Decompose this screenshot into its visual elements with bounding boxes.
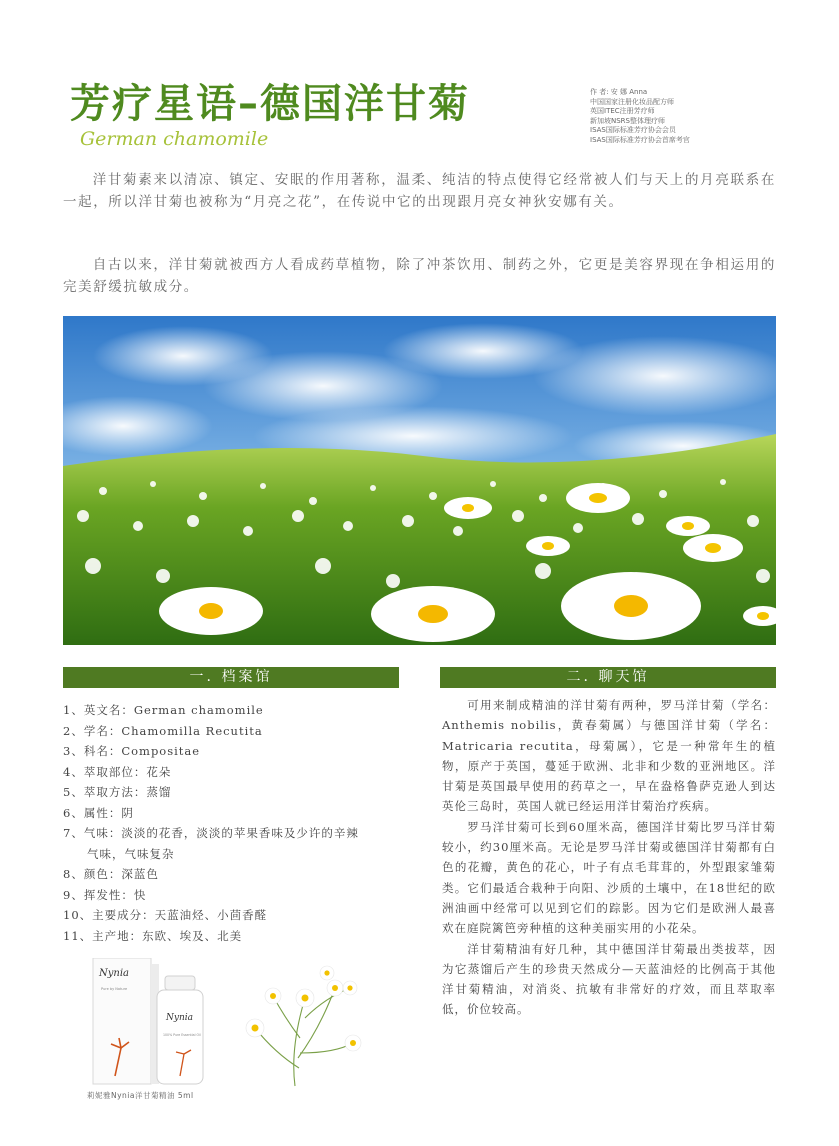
page-subtitle: German chamomile — [80, 128, 269, 150]
list-item: 6、属性：阴 — [63, 805, 134, 820]
author-line: ISAS国际标准芳疗协会首席考官 — [590, 135, 690, 144]
section-heading-archive: 一. 档案馆 — [63, 667, 399, 688]
daisy-field-photo — [63, 316, 776, 645]
box-brand: Nynia — [99, 968, 129, 979]
chat-paragraph: 洋甘菊精油有好几种，其中德国洋甘菊最出类拔萃，因为它蒸馏后产生的珍贵天然成分—天蓝油烃的比例高于其他洋甘菊精油，对消炎、抗敏有非常好的疗效，而且萃取率低，价位较高。 — [442, 941, 776, 1017]
box-text: Pure by Nature — [101, 987, 128, 991]
author-line: ISAS国际标准芳疗协会会员 — [590, 126, 676, 134]
list-item-continuation: 气味，气味复杂 — [87, 846, 175, 861]
bottle-brand: Nynia — [166, 1013, 193, 1023]
author-credentials — [590, 88, 690, 145]
list-item: 4、萃取部位：花朵 — [63, 764, 172, 779]
section-heading-chat: 二. 聊天馆 — [440, 667, 776, 688]
list-item: 3、科名：Compositae — [63, 744, 201, 758]
product-photo — [85, 958, 385, 1088]
page-title: 芳疗星语–德国洋甘菊 — [70, 81, 470, 127]
list-item: 10、主要成分：天蓝油烃、小茴香醛 — [63, 908, 268, 922]
author-line: 新加坡NSRS整体理疗师 — [590, 116, 665, 125]
list-item: 8、颜色：深蓝色 — [63, 867, 159, 881]
author-line: 作 者: 安 娜 Anna — [590, 88, 648, 96]
author-line: 中国国家注册化妆品配方师 — [590, 97, 674, 106]
list-item: 2、学名：Chamomilla Recutita — [63, 723, 263, 738]
intro-paragraph-1: 洋甘菊素来以清凉、镇定、安眠的作用著称，温柔、纯洁的特点使得它经常被人们与天上的月亮联系在一起，所以洋甘菊也被称为“月亮之花”，在传说中它的出现跟月亮女神狄安娜有关。 — [63, 172, 776, 210]
list-item: 11、主产地：东欧、埃及、北美 — [63, 928, 243, 943]
product-caption: 莉妮雅Nynia洋甘菊精油 5ml — [87, 1091, 194, 1100]
chat-paragraph: 罗马洋甘菊可长到60厘米高，德国洋甘菊比罗马洋甘菊较小，约30厘米高。无论是罗马洋甘菊或德国洋甘菊都有白色的花瓣，黄色的花心，叶子有点毛茸茸的，外型跟家雏菊类。它们最适合栽种于向阳、沙质的土壤中，在18世纪的欧洲油画中经常可以见到它们的踪影。因为它们是欧洲人最喜欢在庭院篱笆旁种植的这种美丽实用的小花朵。 — [442, 819, 776, 936]
list-item: 1、英文名：German chamomile — [63, 703, 264, 717]
author-line: 英国ITEC注册芳疗师 — [590, 107, 655, 115]
chat-article — [442, 695, 776, 1020]
chat-paragraph: 可用来制成精油的洋甘菊有两种，罗马洋甘菊（学名：Anthemis nobilis，黄春菊属）与德国洋甘菊（学名：Matricaria recutita，母菊属），它是一种常年生的植物，原产于英国，蔓延于欧洲、北非和少数的亚洲地区。洋甘菊是英国最早使用的药草之一，早在盎格鲁萨克逊人到达英伦三岛时，英国人就已经运用洋甘菊治疗疾病。 — [442, 698, 776, 814]
list-item: 5、萃取方法：蒸馏 — [63, 785, 172, 799]
list-item: 9、挥发性：快 — [63, 887, 147, 902]
bottle-text: 100% Pure Essential Oil — [163, 1033, 201, 1037]
archive-list — [63, 700, 403, 946]
intro-paragraph-2: 自古以来，洋甘菊就被西方人看成药草植物，除了冲茶饮用、制药之外，它更是美容界现在争相运用的完美舒缓抗敏成分。 — [63, 257, 776, 295]
list-item: 7、气味：淡淡的花香，淡淡的苹果香味及少许的辛辣 — [63, 826, 359, 840]
